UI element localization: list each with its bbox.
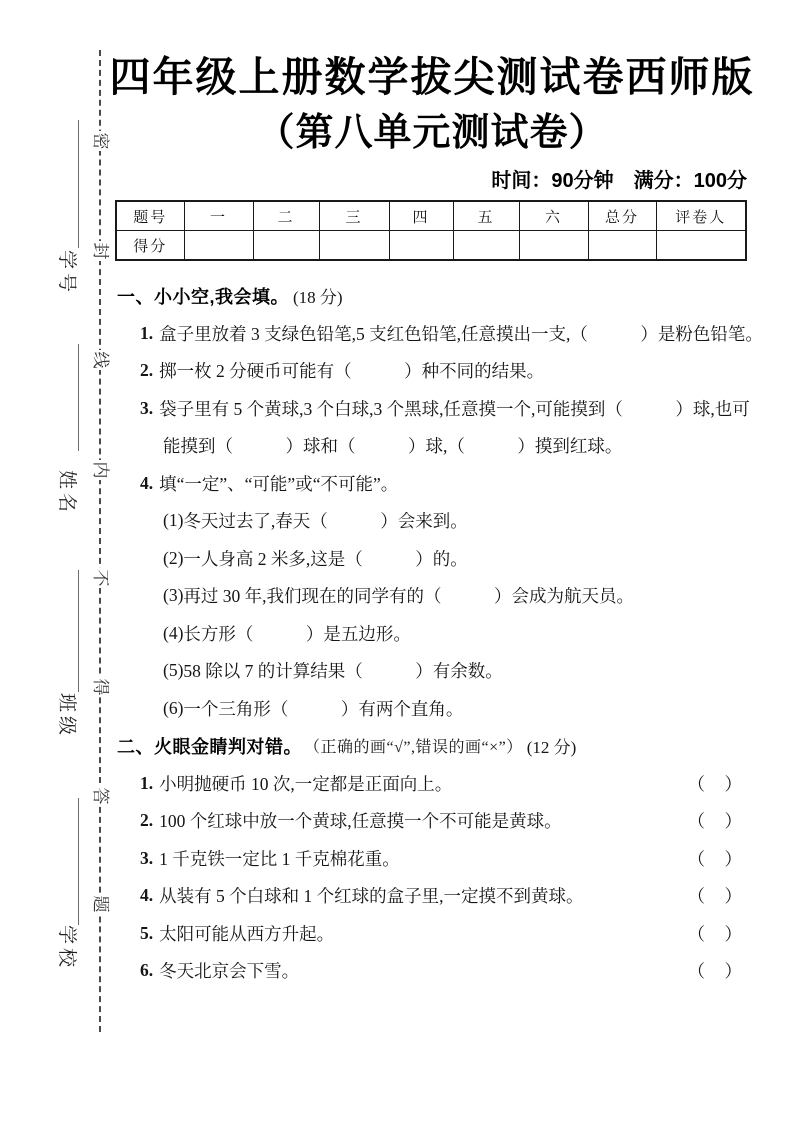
seal-char: 内 xyxy=(91,461,110,479)
s2-question-5 xyxy=(117,915,747,953)
question-text: 袋子里有 5 个黄球,3 个白球,3 个黑球,任意摸一个,可能摸到（ ）球,也可 xyxy=(159,398,750,419)
seal-char: 得 xyxy=(91,678,110,696)
subquestion-number: (5) xyxy=(163,660,184,681)
s2-question-6 xyxy=(117,952,747,990)
question-text: 长方形（ ）是五边形。 xyxy=(183,623,411,644)
subquestion-number: (3) xyxy=(163,585,184,606)
s1-question-3 xyxy=(117,390,750,428)
answer-bracket: （ ） xyxy=(687,773,743,794)
seal-char: 封 xyxy=(91,242,110,260)
school-label: 学校 xyxy=(58,925,82,971)
seal-dashed-line xyxy=(99,50,101,1032)
time-score-info: 时间：90分钟 满分：100分 xyxy=(491,170,747,192)
question-text: 冬天过去了,春天（ ）会来到。 xyxy=(183,511,468,532)
name-label: 姓名 xyxy=(58,470,82,516)
s1-subquestion-2 xyxy=(117,540,747,578)
score-col-header: 五 xyxy=(453,201,519,231)
question-number: 2. xyxy=(140,360,154,381)
section2-heading-line xyxy=(117,727,747,765)
questions-area xyxy=(117,277,763,990)
score-cell xyxy=(253,231,319,261)
answer-bracket: （ ） xyxy=(687,886,743,907)
section1-title: 一、小小空,我会填。 xyxy=(117,286,290,307)
subquestion-number: (1) xyxy=(163,510,184,531)
s1-subquestion-3 xyxy=(117,577,747,615)
score-col-header: 总分 xyxy=(588,201,656,231)
s1-question-1 xyxy=(117,315,763,353)
subquestion-number: (6) xyxy=(163,697,184,718)
question-text: 掷一枚 2 分硬币可能有（ ）种不同的结果。 xyxy=(159,361,545,382)
s1-subquestion-6 xyxy=(117,690,747,728)
score-col-header: 题号 xyxy=(116,201,184,231)
seal-char: 线 xyxy=(91,351,110,369)
margin-rule-segment xyxy=(78,120,79,248)
score-table-score-row xyxy=(116,231,746,261)
margin-rule-segment xyxy=(78,798,79,925)
score-table xyxy=(115,200,747,261)
s1-question-2 xyxy=(117,352,747,390)
s2-question-3 xyxy=(117,840,747,878)
s1-subquestion-1 xyxy=(117,502,747,540)
question-text: 能摸到（ ）球和（ ）球,（ ）摸到红球。 xyxy=(163,436,623,457)
question-text: 小明抛硬币 10 次,一定都是正面向上。 xyxy=(159,773,453,794)
seal-char: 题 xyxy=(91,895,110,913)
question-text: 一人身高 2 米多,这是（ ）的。 xyxy=(183,548,468,569)
score-col-header: 六 xyxy=(519,201,588,231)
s1-question-4 xyxy=(117,465,747,503)
section2-note: （正确的画“√”,错误的画“×”） xyxy=(304,739,523,757)
s1-subquestion-5 xyxy=(117,652,747,690)
question-text: 盒子里放着 3 支绿色铅笔,5 支红色铅笔,任意摸出一支,（ ）是粉色铅笔。 xyxy=(159,323,763,344)
question-text: 冬天北京会下雪。 xyxy=(159,961,300,982)
question-number: 4. xyxy=(140,885,154,906)
question-text: 太阳可能从西方升起。 xyxy=(159,923,335,944)
score-col-header: 四 xyxy=(389,201,453,231)
score-col-header: 三 xyxy=(319,201,389,231)
paper-content xyxy=(109,0,763,1122)
answer-bracket: （ ） xyxy=(687,848,743,869)
section2-points: (12 分) xyxy=(526,738,577,758)
answer-bracket: （ ） xyxy=(687,961,743,982)
score-cell xyxy=(389,231,453,261)
section2-title: 二、火眼金睛判对错。 xyxy=(117,736,302,757)
s1-question-3-continued xyxy=(117,427,747,465)
question-number: 6. xyxy=(140,960,154,981)
student-number-label: 学号 xyxy=(58,250,82,296)
score-col-header: 一 xyxy=(184,201,253,231)
score-col-header: 二 xyxy=(253,201,319,231)
score-cell xyxy=(519,231,588,261)
question-number: 2. xyxy=(140,810,154,831)
question-number: 1. xyxy=(140,322,154,343)
subquestion-number: (2) xyxy=(163,547,184,568)
question-number: 4. xyxy=(140,472,154,493)
paper-subtitle: （第八单元测试卷） xyxy=(256,112,608,154)
question-text: 一个三角形（ ）有两个直角。 xyxy=(183,698,464,719)
score-cell xyxy=(656,231,746,261)
paper-title: 四年级上册数学拔尖测试卷西师版 xyxy=(109,54,755,100)
score-cell xyxy=(588,231,656,261)
question-number: 1. xyxy=(140,772,154,793)
question-text: 填“一定”、“可能”或“不可能”。 xyxy=(159,473,399,494)
seal-char: 密 xyxy=(91,132,110,150)
score-cell xyxy=(453,231,519,261)
margin-rule-segment xyxy=(78,570,79,692)
question-number: 3. xyxy=(140,847,154,868)
s2-question-1 xyxy=(117,765,747,803)
question-text: 再过 30 年,我们现在的同学有的（ ）会成为航天员。 xyxy=(183,586,635,607)
question-text: 58 除以 7 的计算结果（ ）有余数。 xyxy=(183,661,503,682)
s2-question-4 xyxy=(117,877,747,915)
score-row-label: 得分 xyxy=(116,231,184,261)
subquestion-number: (4) xyxy=(163,622,184,643)
answer-bracket: （ ） xyxy=(687,923,743,944)
question-text: 1 千克铁一定比 1 千克棉花重。 xyxy=(159,848,400,869)
s2-question-2 xyxy=(117,802,747,840)
s1-subquestion-4 xyxy=(117,615,747,653)
score-col-header: 评卷人 xyxy=(656,201,746,231)
question-text: 从装有 5 个白球和 1 个红球的盒子里,一定摸不到黄球。 xyxy=(159,886,584,907)
seal-char: 答 xyxy=(91,787,110,805)
question-number: 5. xyxy=(140,922,154,943)
answer-bracket: （ ） xyxy=(687,811,743,832)
seal-char: 不 xyxy=(91,569,110,587)
score-cell xyxy=(184,231,253,261)
score-cell xyxy=(319,231,389,261)
section1-heading-line xyxy=(117,277,747,315)
section1-points: (18 分) xyxy=(293,288,343,308)
class-label: 班级 xyxy=(58,693,82,739)
question-number: 3. xyxy=(140,397,154,418)
margin-rule-segment xyxy=(78,344,79,451)
question-text: 100 个红球中放一个黄球,任意摸一个不可能是黄球。 xyxy=(159,811,562,832)
score-table-header-row xyxy=(116,201,746,231)
